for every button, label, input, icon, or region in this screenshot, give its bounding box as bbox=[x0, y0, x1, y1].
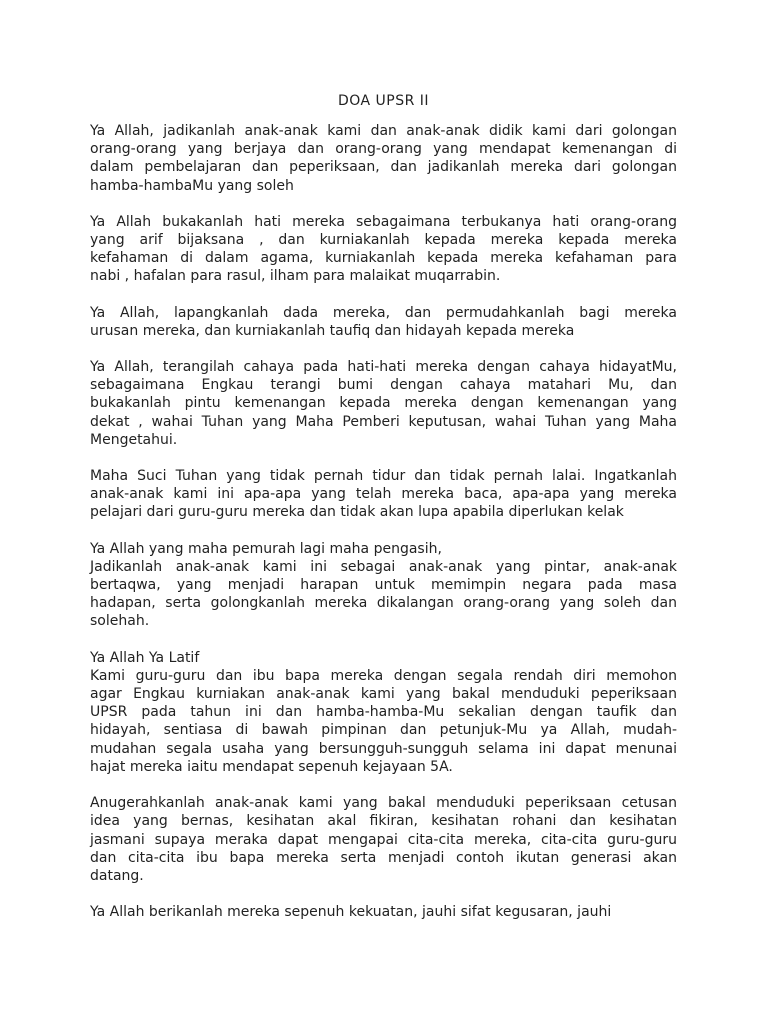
paragraph-line: hamba-hambaMu yang soleh bbox=[90, 177, 294, 194]
paragraph-line: bertaqwa, yang menjadi harapan untuk memimpin negara pada masa bbox=[90, 577, 677, 594]
paragraph-line: UPSR pada tahun ini dan hamba-hamba-Mu sekalian dengan taufik dan bbox=[90, 704, 677, 721]
paragraph-line: Kami guru-guru dan ibu bapa mereka dengan segala rendah diri memohon bbox=[90, 667, 677, 684]
paragraph bbox=[90, 649, 677, 776]
paragraph-line: mudahan segala usaha yang bersungguh-sungguh selama ini dapat menunai bbox=[90, 740, 677, 757]
document-page bbox=[90, 92, 677, 939]
paragraph-line: Mengetahui. bbox=[90, 431, 178, 448]
paragraph-line: nabi , hafalan para rasul, ilham para malaikat muqarrabin. bbox=[90, 268, 501, 285]
paragraph-line: idea yang bernas, kesihatan akal fikiran, kesihatan rohani dan kesihatan bbox=[90, 813, 677, 830]
paragraph-line: dan cita-cita ibu bapa mereka serta menjadi contoh ikutan generasi akan bbox=[90, 849, 677, 866]
paragraph-line: dalam pembelajaran dan peperiksaan, dan jadikanlah mereka dari golongan bbox=[90, 159, 677, 176]
paragraph bbox=[90, 122, 677, 195]
paragraph-line: sebagaimana Engkau terangi bumi dengan cahaya matahari Mu, dan bbox=[90, 377, 677, 394]
paragraph-line: hidayah, sentiasa di bawah pimpinan dan petunjuk-Mu ya Allah, mudah- bbox=[90, 722, 677, 739]
paragraph bbox=[90, 540, 677, 631]
paragraph-line: urusan mereka, dan kurniakanlah taufiq dan hidayah kepada mereka bbox=[90, 322, 575, 339]
paragraph-line: Ya Allah, lapangkanlah dada mereka, dan permudahkanlah bagi mereka bbox=[90, 304, 677, 321]
paragraph bbox=[90, 213, 677, 286]
paragraph-line: Jadikanlah anak-anak kami ini sebagai anak-anak yang pintar, anak-anak bbox=[90, 558, 677, 575]
paragraph-line: Anugerahkanlah anak-anak kami yang bakal menduduki peperiksaan cetusan bbox=[90, 795, 677, 812]
paragraph-line: anak-anak kami ini apa-apa yang telah mereka baca, apa-apa yang mereka bbox=[90, 486, 677, 503]
paragraph-line: Ya Allah bukakanlah hati mereka sebagaimana terbukanya hati orang-orang bbox=[90, 213, 677, 230]
paragraph bbox=[90, 467, 677, 522]
paragraph-line: hadapan, serta golongkanlah mereka dikalangan orang-orang yang soleh dan bbox=[90, 595, 677, 612]
paragraph-line: jasmani supaya meraka dapat mengapai cita-cita mereka, cita-cita guru-guru bbox=[90, 831, 677, 848]
paragraph-line: dekat , wahai Tuhan yang Maha Pemberi keputusan, wahai Tuhan yang Maha bbox=[90, 413, 677, 430]
paragraph-line: datang. bbox=[90, 867, 144, 884]
paragraph-line: Ya Allah Ya Latif bbox=[90, 649, 200, 666]
paragraph-line: Ya Allah, jadikanlah anak-anak kami dan anak-anak didik kami dari golongan bbox=[90, 123, 677, 139]
paragraph-line: agar Engkau kurniakan anak-anak kami yang bakal menduduki peperiksaan bbox=[90, 686, 677, 703]
paragraph-line: solehah. bbox=[90, 613, 150, 630]
paragraph-line: Ya Allah, terangilah cahaya pada hati-hati mereka dengan cahaya hidayatMu, bbox=[90, 359, 677, 376]
paragraph-line: Maha Suci Tuhan yang tidak pernah tidur dan tidak pernah lalai. Ingatkanlah bbox=[90, 468, 677, 485]
paragraph-line: kefahaman di dalam agama, kurniakanlah kepada mereka kefahaman para bbox=[90, 250, 677, 267]
paragraph-line: orang-orang yang berjaya dan orang-orang yang mendapat kemenangan di bbox=[90, 141, 677, 158]
paragraph-line: Ya Allah yang maha pemurah lagi maha pengasih, bbox=[90, 540, 442, 557]
paragraph bbox=[90, 903, 677, 921]
paragraph bbox=[90, 304, 677, 340]
paragraph bbox=[90, 358, 677, 449]
document-title: DOA UPSR II bbox=[337, 93, 430, 109]
paragraph-line: yang arif bijaksana , dan kurniakanlah kepada mereka kepada mereka bbox=[90, 232, 677, 249]
paragraph-line: Ya Allah berikanlah mereka sepenuh kekuatan, jauhi sifat kegusaran, jauhi bbox=[90, 904, 612, 921]
paragraph-line: bukakanlah pintu kemenangan kepada mereka dengan kemenangan yang bbox=[90, 395, 677, 412]
document-body bbox=[90, 122, 677, 921]
paragraph bbox=[90, 794, 677, 885]
paragraph-line: hajat mereka iaitu mendapat sepenuh kejayaan 5A. bbox=[90, 758, 453, 775]
paragraph-line: pelajari dari guru-guru mereka dan tidak akan lupa apabila diperlukan kelak bbox=[90, 504, 624, 521]
